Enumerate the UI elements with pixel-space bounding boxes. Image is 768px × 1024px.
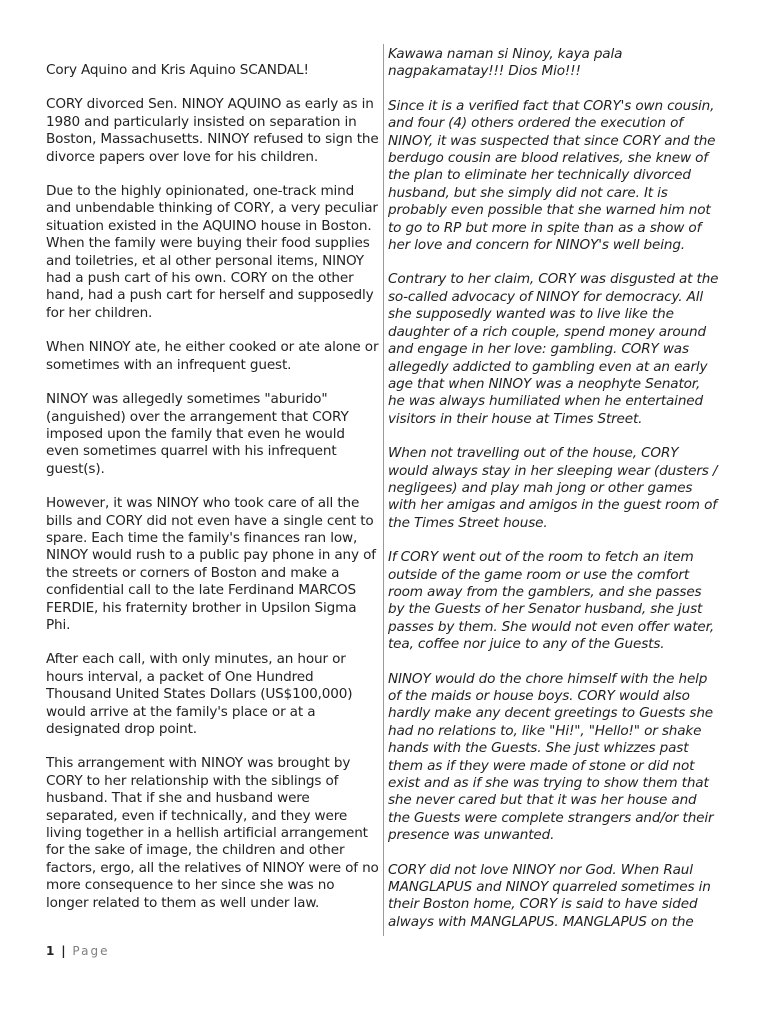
paragraph: NINOY was allegedly sometimes "aburido" (anguished) over the arrangement that CORY imposed upon the family that even he would even sometimes quarrel with his infrequent guest(s). bbox=[46, 391, 349, 477]
column-divider bbox=[383, 44, 384, 936]
footer-separator: | bbox=[61, 944, 66, 958]
paragraph: This arrangement with NINOY was brought by CORY to her relationship with the siblings of husband. That if she and husband were separated, even if technically, and they were living together in a hellish artificial arrangement for the sake of image, the children and other factors, ergo, all the relatives of NINOY were of no more consequence to her since she was no longer related to them as well under law. bbox=[46, 755, 379, 911]
page-footer bbox=[46, 944, 109, 958]
paragraph: When NINOY ate, he either cooked or ate alone or sometimes with an infrequent guest. bbox=[46, 339, 379, 373]
paragraph: Kawawa naman si Ninoy, kaya pala nagpakamatay!!! Dios Mio!!! bbox=[388, 46, 623, 80]
paragraph: NINOY would do the chore himself with the help of the maids or house boys. CORY would also hardly make any decent greetings to Guests she had no relations to, like "Hi!", "Hello!" or shake hands with the Guests. She just whizzes past them as if they were made of stone or did not exist and as if she was trying to show them that she never cared but that it was her house and the Guests were complete strangers and/or their presence was unwanted. bbox=[388, 670, 714, 844]
paragraph: However, it was NINOY who took care of all the bills and CORY did not even have a single cent to spare. Each time the family's finances ran low, NINOY would rush to a public pay phone in any of the streets or corners of Boston and make a confidential call to the late Ferdinand MARCOS FERDIE, his fraternity brother in Upsilon Sigma Phi. bbox=[46, 495, 376, 633]
page-number: 1 bbox=[46, 944, 55, 958]
right-column bbox=[388, 46, 720, 948]
paragraph: If CORY went out of the room to fetch an item outside of the game room or use the comfort room away from the gamblers, and she passes by the Guests of her Senator husband, she just passes by them. She would not even offer water, tea, coffee nor juice to any of the Guests. bbox=[388, 549, 714, 653]
page-label: Page bbox=[72, 944, 110, 958]
paragraph: Since it is a verified fact that CORY's own cousin, and four (4) others ordered the execution of NINOY, it was suspected that since CORY and the berdugo cousin are blood relatives, she knew of the plan to eliminate her technically divorced husband, but she simply did not care. It is probably even possible that she warned him not to go to RP but more in spite than as a show of her love and concern for NINOY's well being. bbox=[388, 97, 716, 254]
paragraph: CORY did not love NINOY nor God. When Raul MANGLAPUS and NINOY quarreled sometimes in their Boston home, CORY is said to have sided always with MANGLAPUS. MANGLAPUS on the bbox=[388, 861, 711, 930]
left-column bbox=[46, 62, 380, 929]
paragraph: Due to the highly opinionated, one-track mind and unbendable thinking of CORY, a very peculiar situation existed in the AQUINO house in Boston. When the family were buying their food supplies and toiletries, et al other personal items, NINOY had a push cart of his own. CORY on the other hand, had a push cart for herself and supposedly for her children. bbox=[46, 183, 378, 321]
paragraph: After each call, with only minutes, an hour or hours interval, a packet of One Hundred Thousand United States Dollars (US$100,000) would arrive at the family's place or at a designated drop point. bbox=[46, 651, 353, 737]
paragraph: When not travelling out of the house, CORY would always stay in her sleeping wear (dusters / negligees) and play mah jong or other games with her amigas and amigos in the guest room of the Times Street house. bbox=[388, 445, 718, 531]
paragraph: Contrary to her claim, CORY was disgusted at the so-called advocacy of NINOY for democracy. All she supposedly wanted was to live like the daughter of a rich couple, spend money around and engage in her love: gambling. CORY was allegedly addicted to gambling even at an early age that when NINOY was a neophyte Senator, he was always humiliated when he entertained visitors in their house at Times Street. bbox=[388, 271, 719, 427]
document-title: Cory Aquino and Kris Aquino SCANDAL! bbox=[46, 62, 309, 78]
paragraph: CORY divorced Sen. NINOY AQUINO as early as in 1980 and particularly insisted on separation in Boston, Massachusetts. NINOY refused to sign the divorce papers over love for his children. bbox=[46, 96, 379, 165]
